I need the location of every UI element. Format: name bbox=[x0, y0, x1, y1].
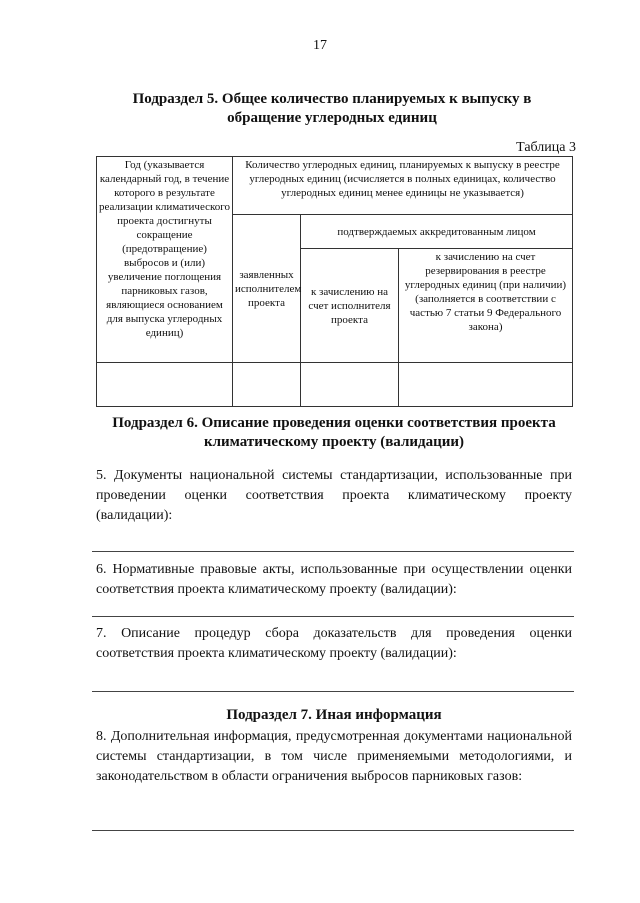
table-cell bbox=[399, 363, 573, 407]
page-number: 17 bbox=[313, 38, 327, 53]
answer-line-5 bbox=[92, 551, 574, 552]
subsection-7-title: Подраздел 7. Иная информация bbox=[226, 707, 442, 723]
header-quantity: Количество углеродных единиц, планируемых к выпуску в реестре углеродных единиц (исчисляется в полных единицах, количество углеродных единиц менее единицы не указывается) bbox=[233, 157, 573, 215]
item-6-text: 6. Нормативные правовые акты, использованные при осуществлении оценки соответствия проекта климатическому проекту (валидации): bbox=[96, 562, 572, 597]
subsection-5-title: Подраздел 5. Общее количество планируемых к выпуску в обращение углеродных единиц bbox=[132, 91, 532, 126]
carbon-units-table bbox=[96, 156, 573, 407]
header-declared: заявленных исполнителем проекта bbox=[233, 215, 301, 363]
answer-line-8 bbox=[92, 830, 574, 831]
item-5-text: 5. Документы национальной системы стандартизации, использованные при проведении оценки соответствия проекта климатическому проекту (валидации): bbox=[96, 468, 572, 523]
item-8-text: 8. Дополнительная информация, предусмотренная документами национальной системы стандартизации, в том числе применяемыми методологиями, и законодательством в области ограничения выбросов парниковых газов: bbox=[96, 729, 572, 784]
table-cell bbox=[301, 363, 399, 407]
header-executor-account: к зачислению на счет исполнителя проекта bbox=[301, 249, 399, 363]
header-reserve-account: к зачислению на счет резервирования в реестре углеродных единиц (при наличии) (заполняется в соответствии с частью 7 статьи 9 Федерального закона) bbox=[399, 249, 573, 363]
answer-line-7 bbox=[92, 691, 574, 692]
header-year: Год (указывается календарный год, в течение которого в результате реализации климатического проекта достигнуты сокращение (предотвращение) выбросов и (или) увеличение поглощения парниковых газов, являющиеся основанием для выпуска углеродных единиц) bbox=[97, 157, 233, 363]
table-cell bbox=[97, 363, 233, 407]
subsection-6-title: Подраздел 6. Описание проведения оценки соответствия проекта климатическому проекту (валидации) bbox=[112, 415, 556, 450]
item-7-text: 7. Описание процедур сбора доказательств для проведения оценки соответствия проекта климатическому проекту (валидации): bbox=[96, 626, 572, 661]
table-caption: Таблица 3 bbox=[516, 140, 576, 155]
table-row bbox=[97, 363, 573, 407]
header-confirmed: подтверждаемых аккредитованным лицом bbox=[301, 215, 573, 249]
answer-line-6 bbox=[92, 616, 574, 617]
table-cell bbox=[233, 363, 301, 407]
